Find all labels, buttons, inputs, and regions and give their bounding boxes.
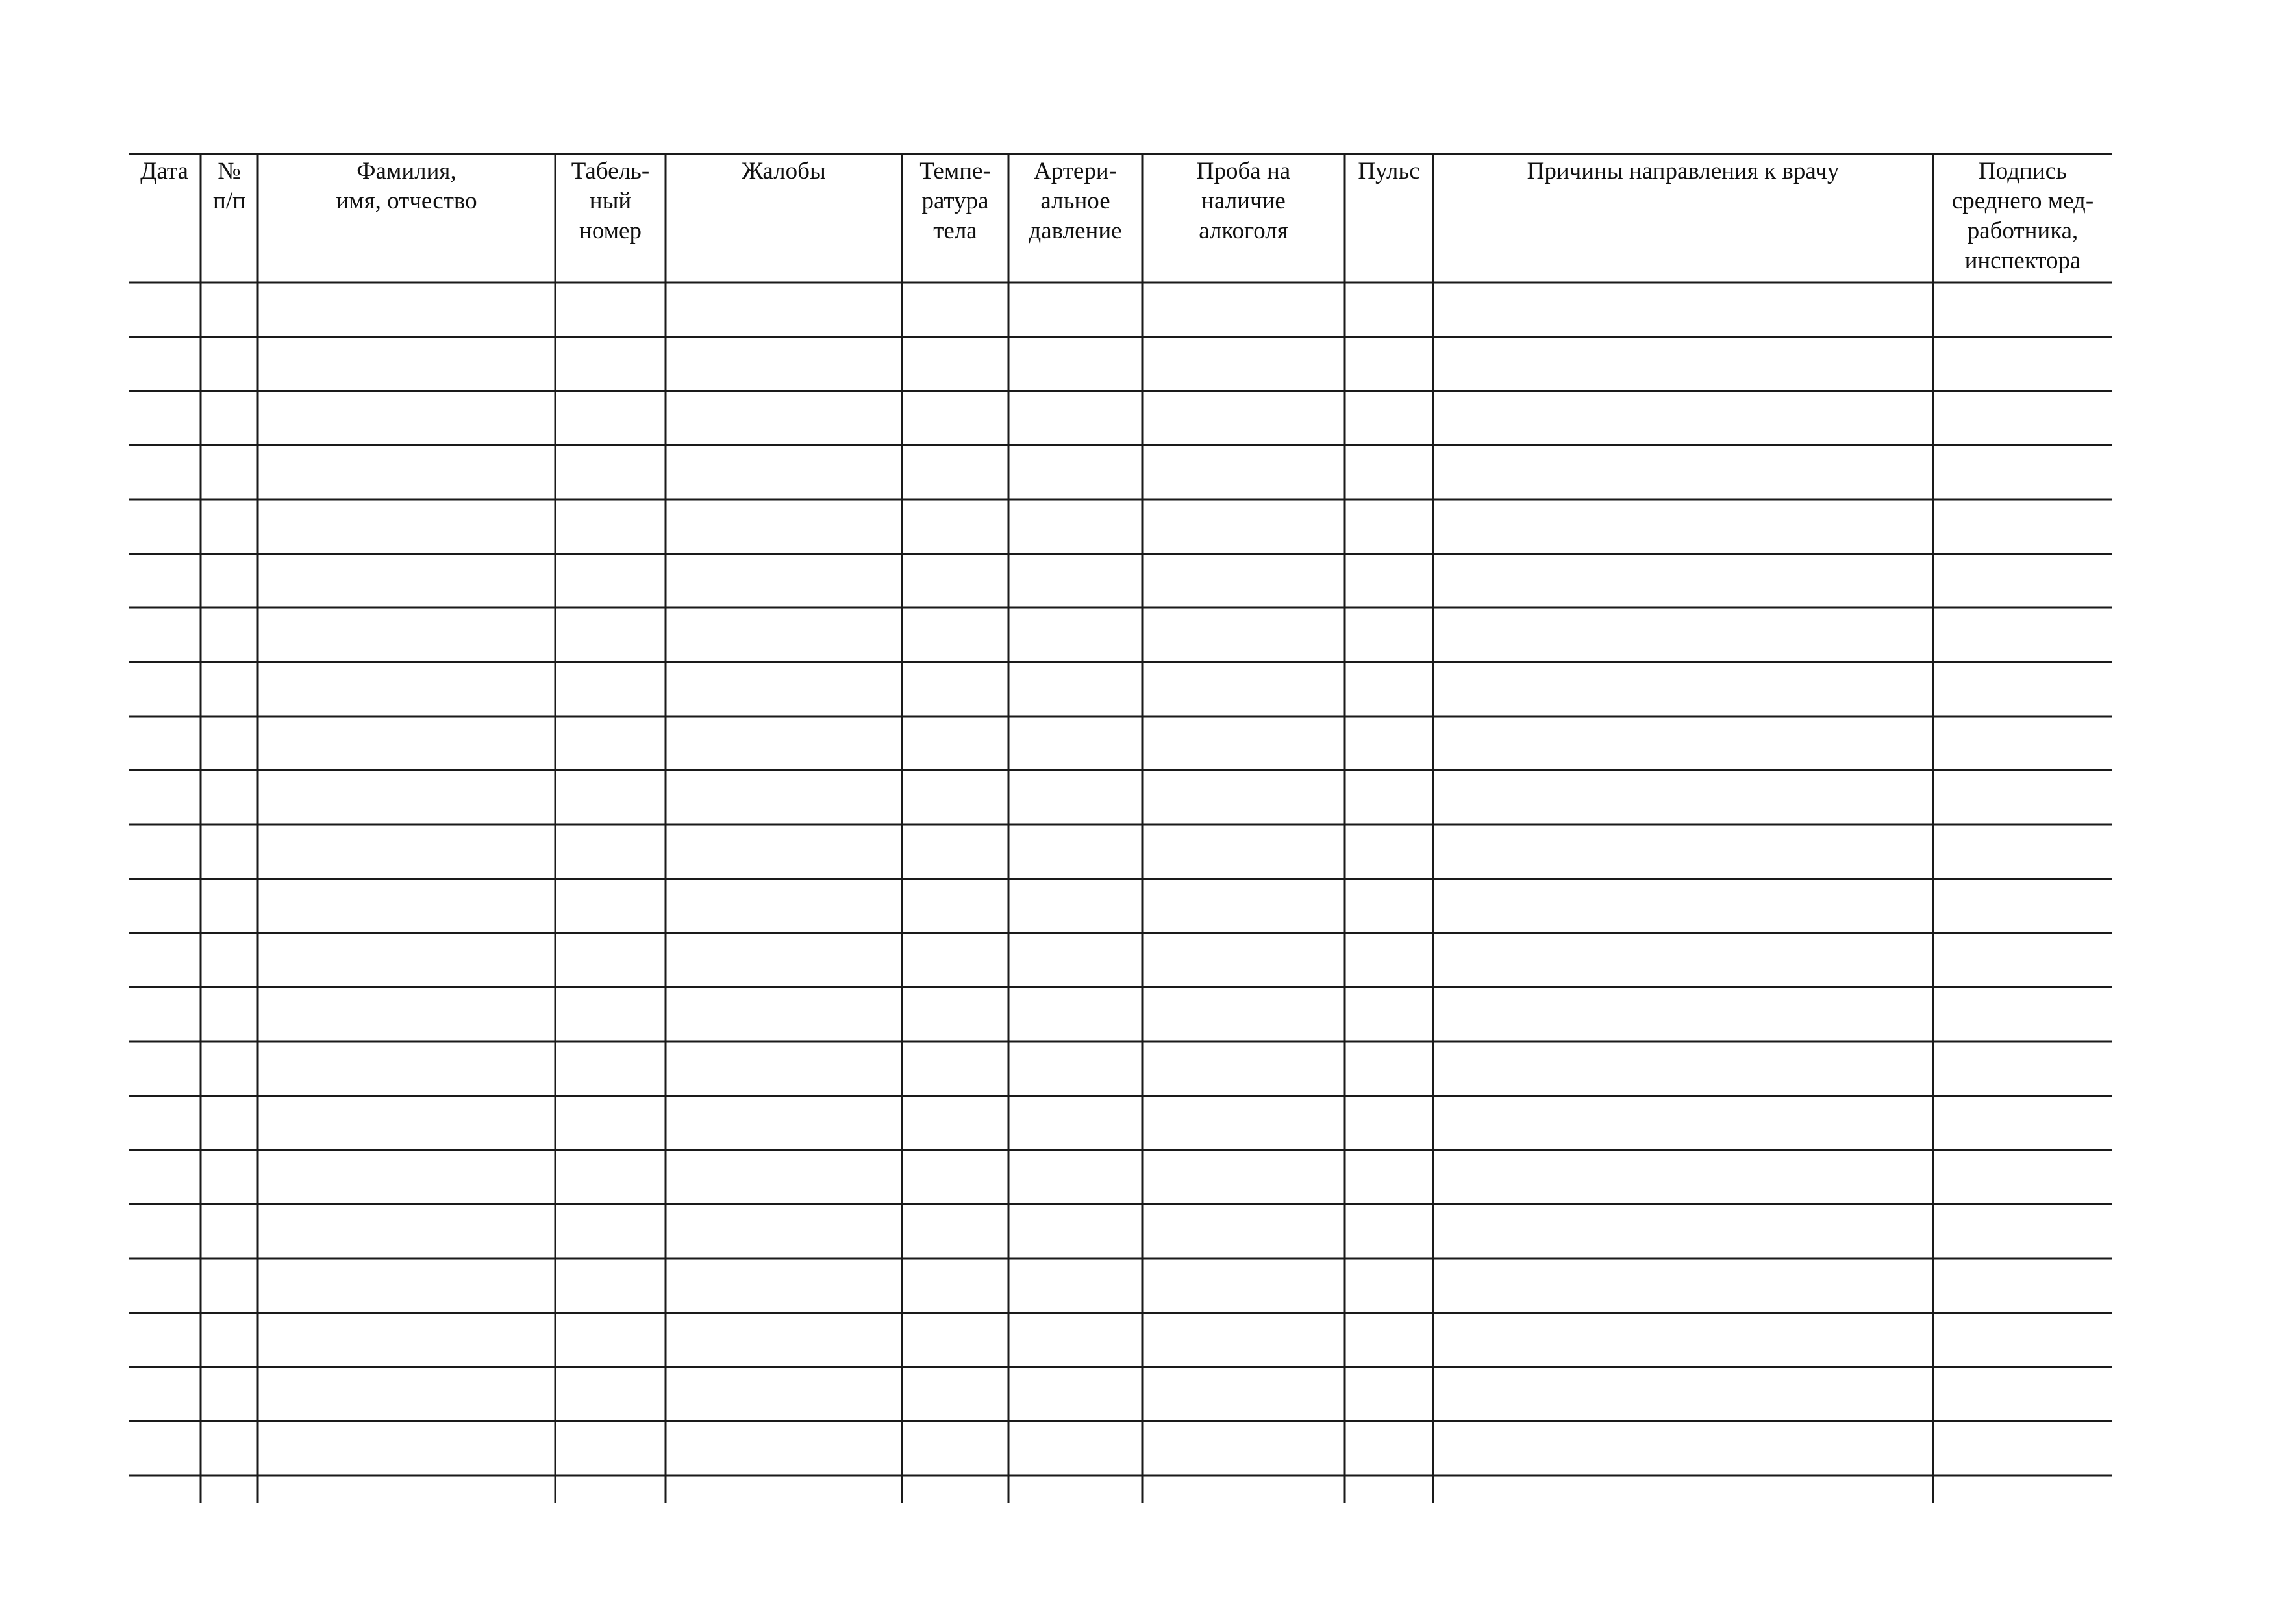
column-header-alcohol-test: Проба на наличие алкоголя [1196, 158, 1291, 244]
column-header-pressure: Артери- альное давление [1029, 158, 1122, 244]
medical-examination-journal [129, 153, 2112, 1503]
column-header-referral-reasons: Причины направления к врачу [1527, 158, 1840, 184]
column-header-name: Фамилия, имя, отчество [336, 158, 477, 214]
column-header-signature: Подпись среднего мед- работника, инспектора [1951, 158, 2094, 274]
column-header-complaints: Жалобы [742, 158, 826, 184]
table-grid [129, 153, 2112, 1503]
column-header-date: Дата [140, 158, 188, 184]
column-header-temperature: Темпе- ратура тела [919, 158, 991, 244]
column-header-tab-number: Табель- ный номер [571, 158, 650, 244]
column-header-pulse: Пульс [1358, 158, 1420, 184]
column-header-number: № п/п [213, 158, 245, 214]
